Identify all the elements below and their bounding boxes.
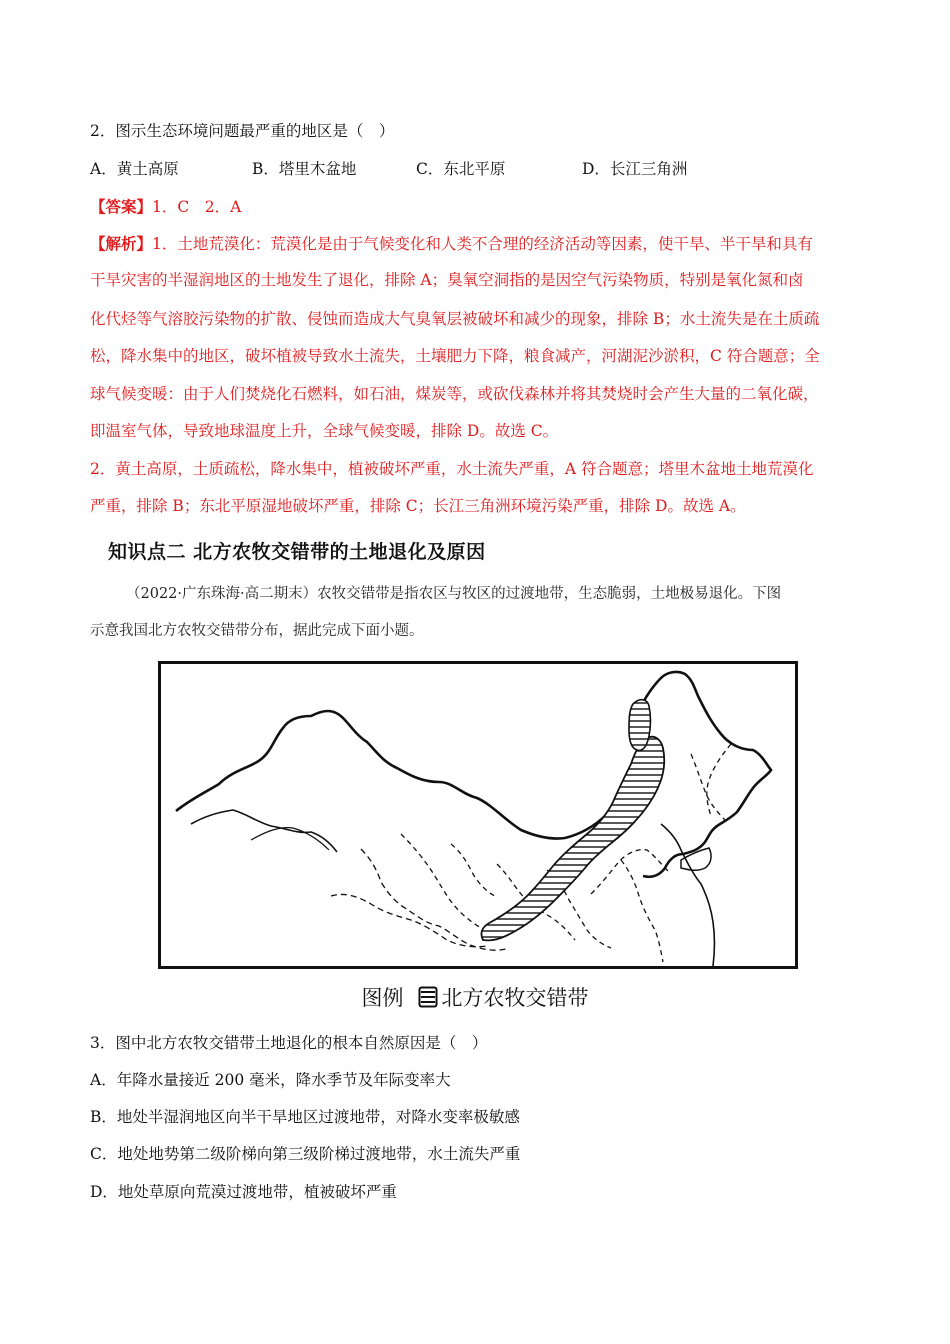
ecotone-belt-main xyxy=(481,737,664,941)
question-3-option-b: B．地处半湿润地区向半干旱地区过渡地带，对降水变率极敏感 xyxy=(90,1108,520,1126)
analysis-line-4: 松，降水集中的地区，破坏植被导致水土流失，土壤肥力下降，粮食减产，河湖泥沙淤积，C 符合题意；全 xyxy=(90,347,820,365)
inner-border xyxy=(191,810,337,852)
map-figure xyxy=(158,661,798,969)
question-2-stem: 2．图示生态环境问题最严重的地区是（ ） xyxy=(90,122,395,140)
province-boundary-6 xyxy=(591,850,669,894)
question-3-option-a: A．年降水量接近 200 毫米，降水季节及年际变率大 xyxy=(90,1071,451,1089)
legend-label: 图例 xyxy=(361,986,404,1010)
analysis-line-5: 球气候变暖：由于人们焚烧化石燃料，如石油，煤炭等，或砍伐森林并将其焚烧时会产生大量的二氧化碳， xyxy=(90,385,819,403)
analysis-line-6: 即温室气体，导致地球温度上升，全球气候变暖，排除 D。故选 C。 xyxy=(90,422,559,440)
option-d: D．长江三角洲 xyxy=(582,160,688,178)
section-title: 知识点二 北方农牧交错带的土地退化及原因 xyxy=(108,541,486,563)
answer-line xyxy=(90,196,241,218)
analysis-line-7: 2．黄土高原，土质疏松，降水集中，植被破坏严重，水土流失严重，A 符合题意；塔里木盆地土地荒漠化 xyxy=(90,460,814,478)
province-boundary-2 xyxy=(331,894,487,946)
option-a: A．黄土高原 xyxy=(90,160,179,178)
option-b: B．塔里木盆地 xyxy=(252,160,357,178)
intro-line-2: 示意我国北方农牧交错带分布，据此完成下面小题。 xyxy=(90,623,424,639)
northern-china-map xyxy=(161,664,795,966)
province-boundary-10 xyxy=(451,844,495,896)
analysis-text: 1．土地荒漠化：荒漠化是由于气候变化和人类不合理的经济活动等因素，使干旱、半干旱和具有 xyxy=(152,235,813,253)
intro-line-1: （2022·广东珠海·高二期末）农牧交错带是指农区与牧区的过渡地带，生态脆弱，土地极易退化。下图 xyxy=(126,586,782,602)
question-3-option-d: D．地处草原向荒漠过渡地带，植被破坏严重 xyxy=(90,1183,397,1201)
analysis-tag: 【解析】 xyxy=(90,234,153,253)
hatch-swatch-icon xyxy=(418,986,438,1008)
question-3-option-c: C．地处地势第二级阶梯向第三级阶梯过渡地带，水土流失严重 xyxy=(90,1145,521,1163)
analysis-line-8: 严重，排除 B；东北平原湿地破坏严重，排除 C；长江三角洲环境污染严重，排除 D。故选 A。 xyxy=(90,497,746,515)
answer-text: 1．C 2．A xyxy=(152,198,242,216)
map-legend xyxy=(0,982,950,1012)
option-c: C．东北平原 xyxy=(416,160,506,178)
analysis-line-3: 化代烃等气溶胶污染物的扩散、侵蚀而造成大气臭氧层被破坏和减少的现象，排除 B；水土流失是在土质疏 xyxy=(90,310,820,328)
province-boundary-9 xyxy=(707,744,731,816)
coastline xyxy=(661,824,715,966)
analysis-line-2: 干旱灾害的半湿润地区的土地发生了退化，排除 A；臭氧空洞指的是因空气污染物质，特别是氧化氮和卤 xyxy=(90,271,804,289)
ecotone-belt-north xyxy=(629,700,651,751)
analysis-line-1 xyxy=(90,233,813,255)
answer-tag: 【答案】 xyxy=(90,197,153,216)
legend-item: 北方农牧交错带 xyxy=(441,986,589,1010)
question-3-stem: 3．图中北方农牧交错带土地退化的根本自然原因是（ ） xyxy=(90,1034,488,1052)
national-border xyxy=(176,672,771,877)
